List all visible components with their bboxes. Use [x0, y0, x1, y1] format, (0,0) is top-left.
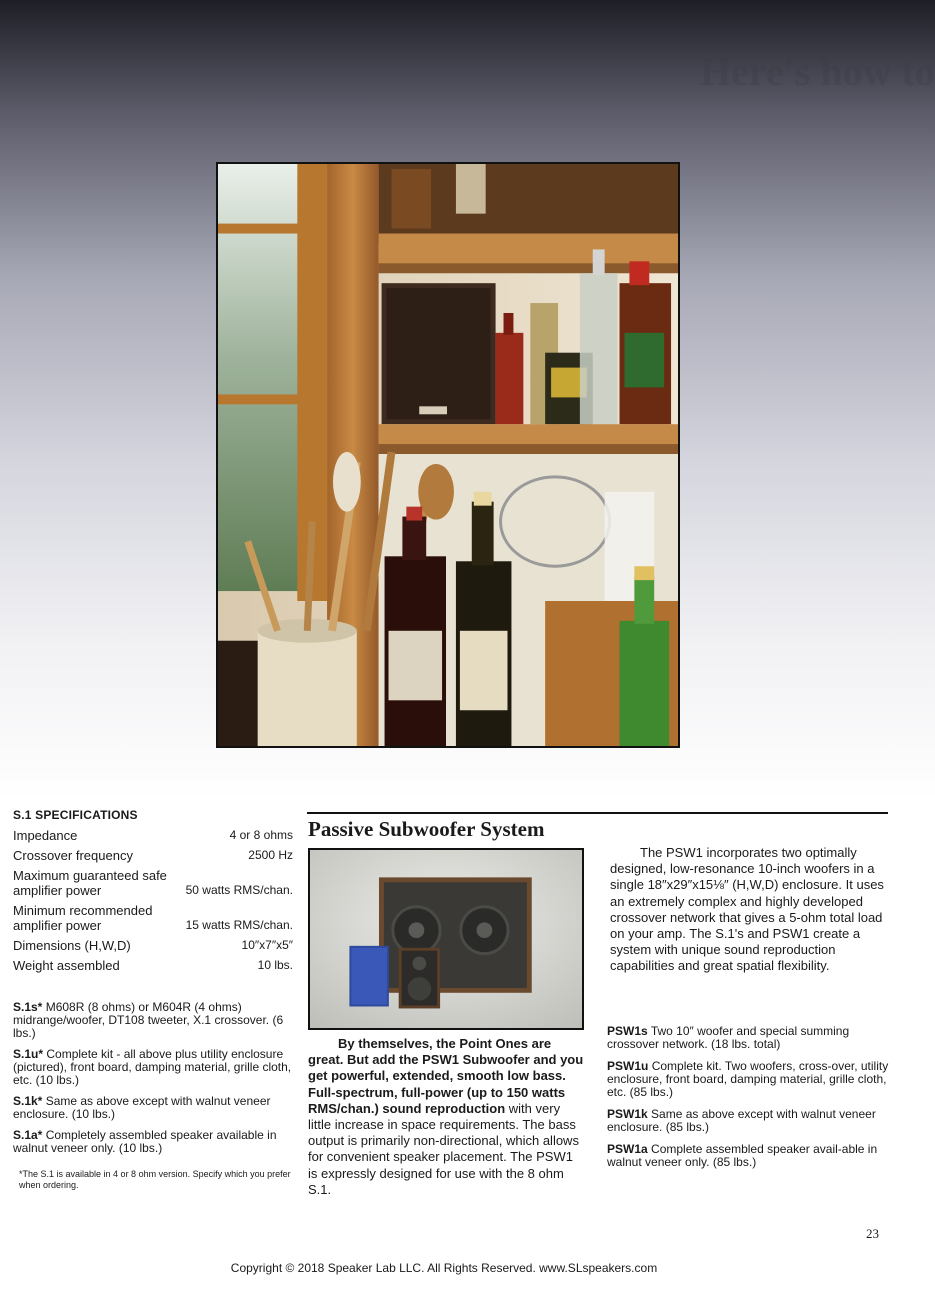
s1-kit-list — [13, 1001, 293, 1155]
spec-row-max-power — [13, 868, 293, 898]
spec-value: 2500 Hz — [248, 848, 293, 862]
kit-description: M608R (8 ohms) or M604R (4 ohms) midrange/woofer, DT108 tweeter, X.1 crossover. (6 lbs.) — [13, 1000, 284, 1040]
spec-row-impedance — [13, 828, 293, 843]
kit-item — [13, 1129, 293, 1155]
kit-description: Completely assembled speaker available in walnut veneer only. (10 lbs.) — [13, 1128, 277, 1155]
kit-description: Two 10″ woofer and special summing crossover network. (18 lbs. total) — [607, 1024, 850, 1051]
kit-code: PSW1s — [607, 1024, 648, 1038]
kit-code: S.1s* — [13, 1000, 43, 1014]
kit-item — [13, 1095, 293, 1121]
specifications-column — [13, 808, 293, 1191]
kit-item — [607, 1108, 889, 1134]
kit-code: PSW1k — [607, 1107, 648, 1121]
spec-value: 10″x7″x5″ — [241, 938, 293, 952]
bleed-through-heading: Here's how to — [700, 49, 935, 94]
spec-value: 10 lbs. — [257, 958, 293, 972]
kit-item — [607, 1060, 889, 1099]
kit-item — [13, 1048, 293, 1087]
kit-item — [607, 1143, 889, 1169]
kit-description: Same as above except with walnut veneer enclosure. (10 lbs.) — [13, 1094, 271, 1121]
kit-item — [13, 1001, 293, 1040]
subwoofer-lead: By themselves, the Point Ones are great. But add the PSW1 Subwoofer and you get powerful, extended, smooth low bass. Full-spectrum, full-power (up to 150 watts RMS/chan.) sound reproduction — [308, 1036, 584, 1116]
spec-label: Maximum guaranteed safe amplifier power — [13, 868, 167, 898]
spec-row-crossover — [13, 848, 293, 863]
kit-code: S.1a* — [13, 1128, 43, 1142]
spec-label: Impedance — [13, 828, 78, 843]
kit-code: S.1k* — [13, 1094, 43, 1108]
psw1-kit-list — [607, 1025, 889, 1178]
spec-label: Dimensions (H,W,D) — [13, 938, 131, 953]
subwoofer-body: with very little increase in space requirements. The bass output is primarily non-directional, which allows for convenient speaker placement. The PSW1 is expressly designed for use with the 8 ohm S.1. — [308, 1100, 579, 1197]
kit-code: PSW1a — [607, 1142, 648, 1156]
spec-value: 50 watts RMS/chan. — [185, 883, 293, 897]
kit-description: Complete kit - all above plus utility enclosure (pictured), front board, damping material, grille cloth, etc. (10 lbs.) — [13, 1047, 292, 1087]
spec-label: Weight assembled — [13, 958, 120, 973]
kit-code: S.1u* — [13, 1047, 44, 1061]
psw1-text: The PSW1 incorporates two optimally designed, low-resonance 10-inch woofers in a single 18″x29″x15⅛″ (H,W,D) enclosure. It uses an extremely complex and highly developed crossover network that gives a 5-ohm total load on your amp. The S.1's and PSW1 create a system with unique sound reproduction capabilities and great spatial flexibility. — [610, 845, 884, 974]
kit-description: Complete assembled speaker avail-able in walnut veneer only. (85 lbs.) — [607, 1142, 878, 1169]
section-title: Passive Subwoofer System — [308, 817, 545, 841]
subwoofer-photo — [308, 848, 584, 1030]
spec-row-min-power — [13, 903, 293, 933]
kit-description: Complete kit. Two woofers, cross-over, utility enclosure, front board, damping material, grille cloth, etc. (85 lbs.) — [607, 1059, 889, 1099]
spec-row-weight — [13, 958, 293, 973]
specs-title: S.1 SPECIFICATIONS — [13, 808, 138, 822]
page-number: 23 — [866, 1226, 879, 1241]
spec-value: 15 watts RMS/chan. — [185, 918, 293, 932]
kitchen-shelf-photo — [216, 162, 680, 748]
spec-label: Minimum recommended amplifier power — [13, 903, 153, 933]
subwoofer-description — [308, 1036, 584, 1198]
copyright-notice: Copyright © 2018 Speaker Lab LLC. All Rights Reserved. www.SLspeakers.com — [230, 1261, 658, 1275]
kit-description: Same as above except with walnut veneer enclosure. (85 lbs.) — [607, 1107, 876, 1134]
kit-item — [607, 1025, 889, 1051]
spec-label: Crossover frequency — [13, 848, 133, 863]
psw1-description — [610, 845, 888, 975]
footnote: *The S.1 is available in 4 or 8 ohm version. Specify which you prefer when ordering. — [19, 1169, 291, 1190]
spec-value: 4 or 8 ohms — [229, 828, 293, 842]
spec-row-dimensions — [13, 938, 293, 953]
section-divider — [307, 812, 888, 814]
kit-code: PSW1u — [607, 1059, 649, 1073]
